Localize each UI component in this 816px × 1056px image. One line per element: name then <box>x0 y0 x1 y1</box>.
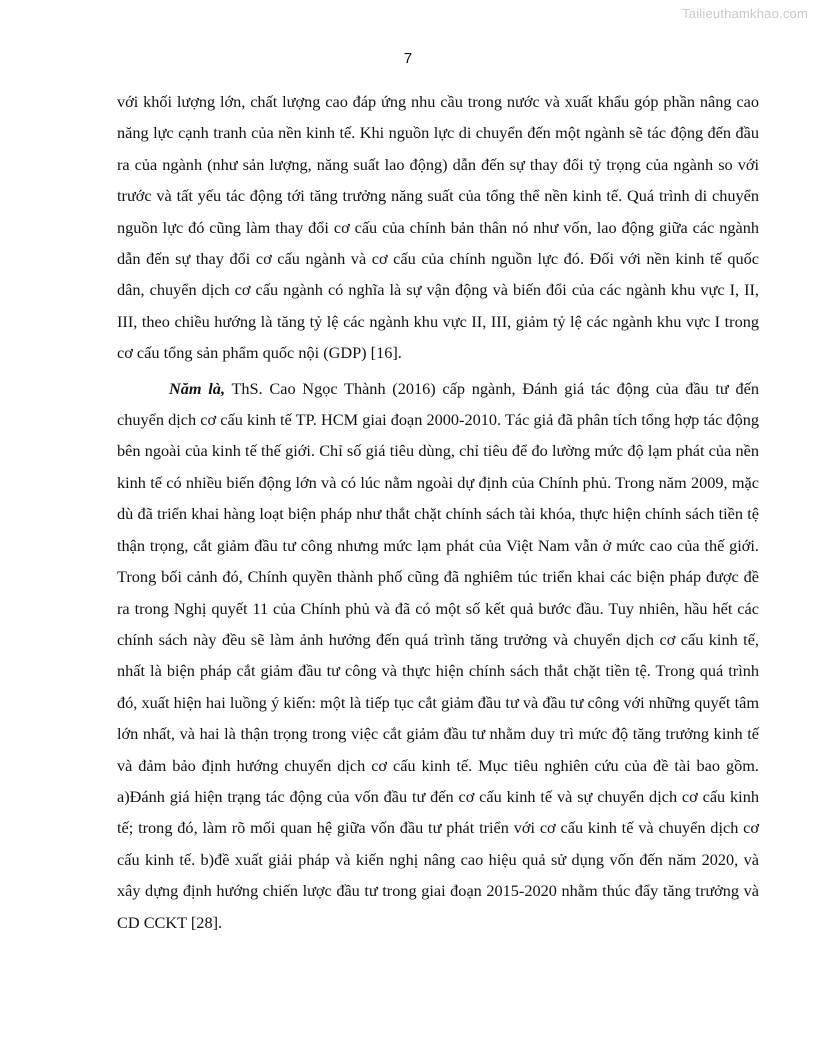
watermark-text: Tailieuthamkhao.com <box>682 6 808 21</box>
paragraph-nam-la <box>117 373 759 938</box>
paragraph-continuation <box>117 86 759 369</box>
document-body <box>117 86 759 938</box>
paragraph-lead: Năm là, <box>169 378 226 398</box>
paragraph-text: với khối lượng lớn, chất lượng cao đáp ứng nhu cầu trong nước và xuất khẩu góp phần nâng cao năng lực cạnh tranh của nền kinh tế. Khi nguồn lực di chuyển đến một ngành sẽ tác động đến đầu ra của ngành (như sản lượng, năng suất lao động) dẫn đến sự thay đổi tỷ trọng của ngành so với trước và tất yếu tác động tới tăng trưởng năng suất của tổng thể nền kinh tế. Quá trình di chuyển nguồn lực đó cũng làm thay đổi cơ cấu của chính bản thân nó như vốn, lao động giữa các ngành dẫn đến sự thay đổi cơ cấu ngành và cơ cấu của chính nguồn lực đó. Đối với nền kinh tế quốc dân, chuyển dịch cơ cấu ngành có nghĩa là sự vận động và biến đổi của các ngành khu vực I, II, III, theo chiều hướng là tăng tỷ lệ các ngành khu vực II, III, giảm tỷ lệ các ngành khu vực I trong cơ cấu tổng sản phẩm quốc nội (GDP) [16]. <box>117 92 759 363</box>
page-number: 7 <box>403 50 413 67</box>
paragraph-text: ThS. Cao Ngọc Thành (2016) cấp ngành, Đánh giá tác động của đầu tư đến chuyển dịch cơ cấu kinh tế TP. HCM giai đoạn 2000-2010. Tác giả đã phân tích tổng hợp tác động bên ngoài của kinh tế thế giới. Chỉ số giá tiêu dùng, chỉ tiêu để đo lường mức độ lạm phát của nền kinh tế có nhiều biến động lớn và có lúc nằm ngoài dự định của Chính phủ. Trong năm 2009, mặc dù đã triển khai hàng loạt biện pháp như thắt chặt chính sách tài khóa, thực hiện chính sách tiền tệ thận trọng, cắt giảm đầu tư công nhưng mức lạm phát của Việt Nam vẫn ở mức cao của thế giới. Trong bối cảnh đó, Chính quyền thành phố cũng đã nghiêm túc triển khai các biện pháp được đề ra trong Nghị quyết 11 của Chính phủ và đã có một số kết quả bước đầu. Tuy nhiên, hầu hết các chính sách này đều sẽ làm ảnh hưởng đến quá trình tăng trưởng và chuyển dịch cơ cấu kinh tế, nhất là biện pháp cắt giảm đầu tư công và thực hiện chính sách thắt chặt tiền tệ. Trong quá trình đó, xuất hiện hai luồng ý kiến: một là tiếp tục cắt giảm đầu tư và đầu tư công với những quyết tâm lớn nhất, và hai là thận trọng trong việc cắt giảm đầu tư nhằm duy trì mức độ tăng trưởng kinh tế và đảm bảo định hướng chuyển dịch cơ cấu kinh tế. Mục tiêu nghiên cứu của đề tài bao gồm. a)Đánh giá hiện trạng tác động của vốn đầu tư đến cơ cấu kinh tế và sự chuyển dịch cơ cấu kinh tế; trong đó, làm rõ mối quan hệ giữa vốn đầu tư phát triển với cơ cấu kinh tế và chuyển dịch cơ cấu kinh tế. b)đề xuất giải pháp và kiến nghị nâng cao hiệu quả sử dụng vốn đến năm 2020, và xây dựng định hướng chiến lược đầu tư trong giai đoạn 2015-2020 nhằm thúc đẩy tăng trưởng và CD CCKT [28]. <box>117 378 759 932</box>
